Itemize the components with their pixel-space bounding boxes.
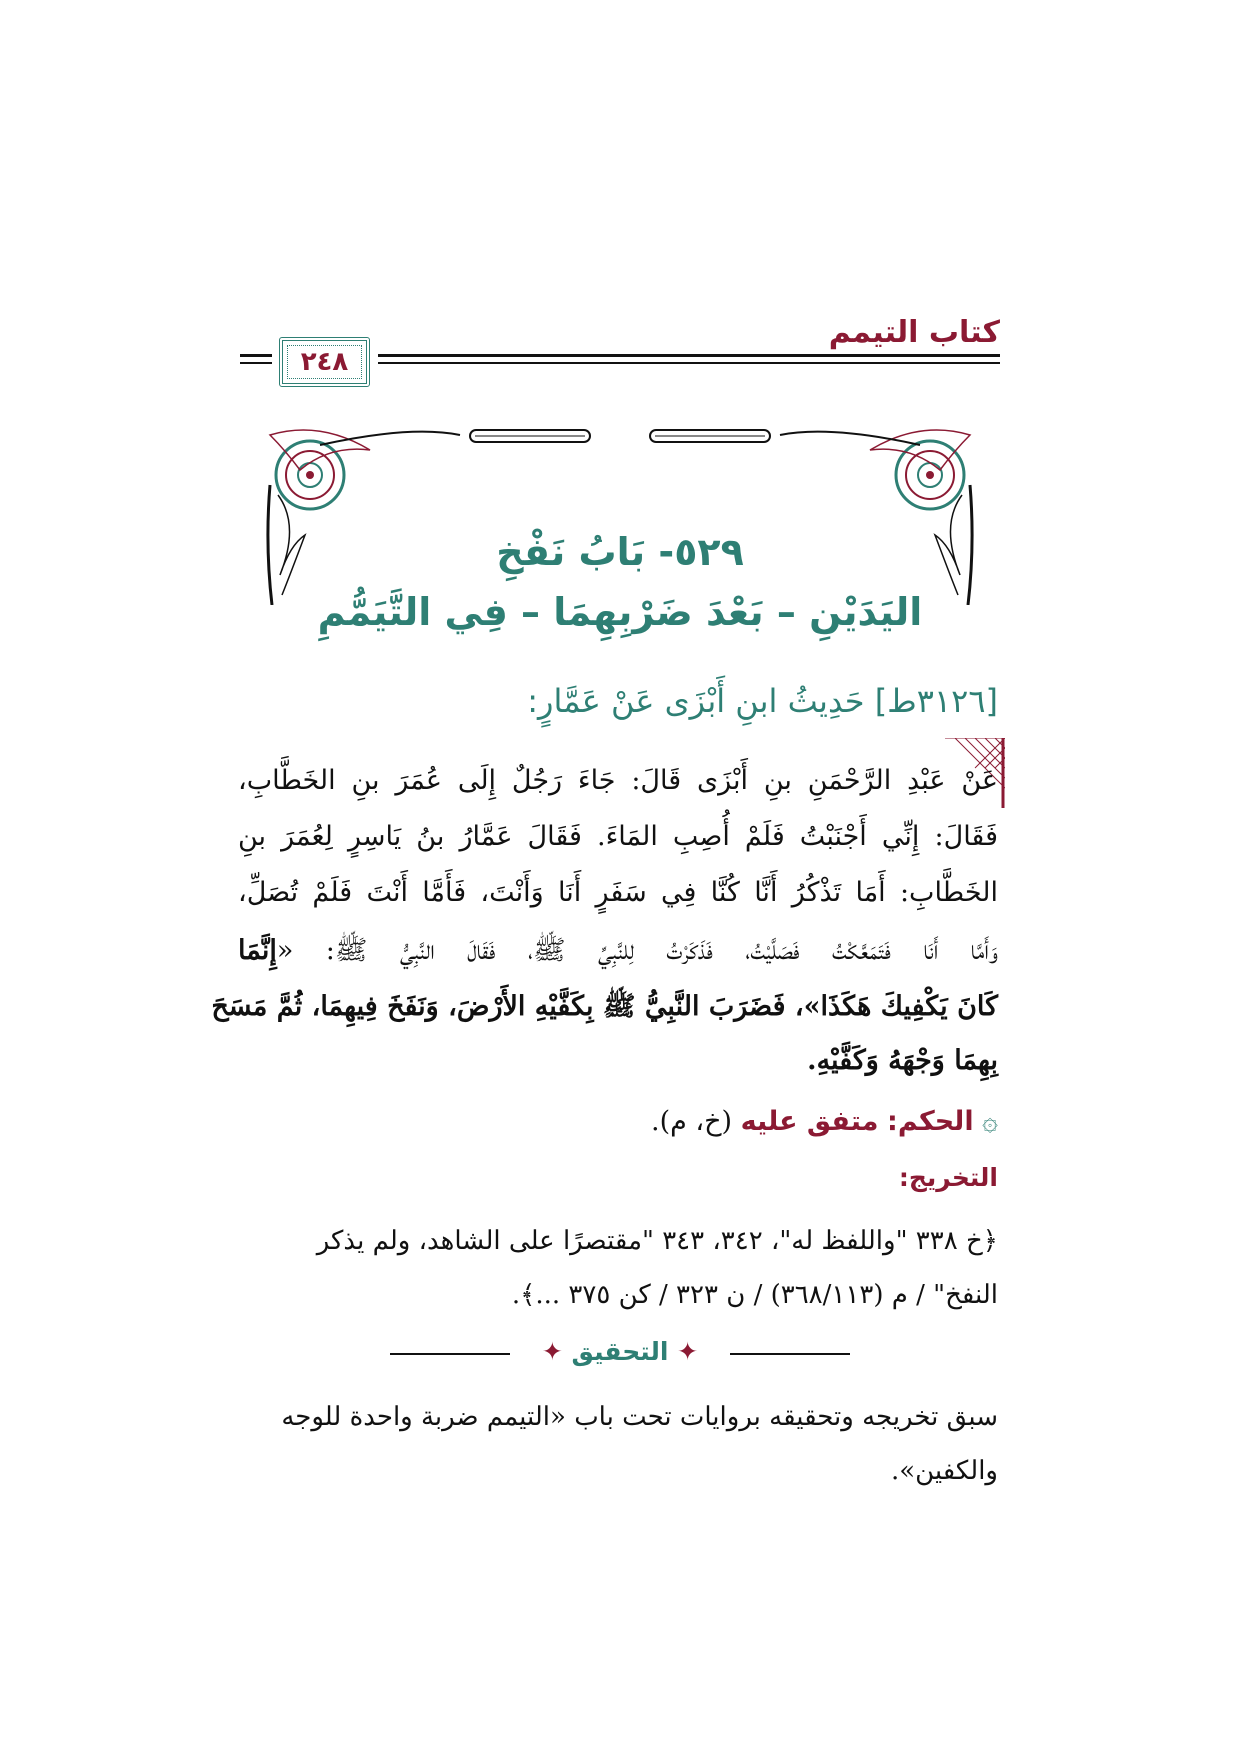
header-rule-right-top xyxy=(378,354,1000,357)
hadith-body-line-6: بِهِمَا وَجْهَهُ وَكَفَّيْهِ. xyxy=(807,1045,998,1076)
hadith-body-line-4-text: وَأَمَّا أَنَا فَتَمَعَّكْتُ فَصَلَّيْتُ، فَذَكَرْتُ لِلنَّبِيِّ ﷺ، فَقَالَ النَّبِيُّ ﷺ: « xyxy=(276,935,998,966)
rosette-right-icon xyxy=(870,430,970,509)
chapter-subtitle-text: اليَدَيْنِ – بَعْدَ ضَرْبِهِمَا – فِي التَّيَمُّمِ xyxy=(317,590,923,634)
chapter-ornament-frame xyxy=(260,425,980,605)
chapter-title-line2 xyxy=(0,590,1240,634)
hadith-body-line-3: الخَطَّابِ: أَمَا تَذْكُرُ أَنَّا كُنَّا فِي سَفَرٍ أَنَا وَأَنْتَ، فَأَمَّا أَنْتَ فَلَمْ تُصَلِّ، xyxy=(238,877,998,908)
page-number: ٢٤٨ xyxy=(300,347,349,377)
tahqiq-line-2: والكفين». xyxy=(890,1456,998,1486)
tahqiq-heading xyxy=(390,1337,850,1366)
running-title: كتاب التيمم xyxy=(828,315,1000,350)
page-number-box xyxy=(279,337,370,387)
ruling-label: الحكم: xyxy=(887,1106,974,1137)
hadith-body-line-1: عَنْ عَبْدِ الرَّحْمَنِ بنِ أَبْزَى قَالَ: جَاءَ رَجُلٌ إِلَى عُمَرَ بنِ الخَطَّابِ، xyxy=(238,765,998,796)
ruling-verdict: متفق عليه xyxy=(740,1106,879,1137)
ruling-icon: ۞ xyxy=(982,1106,998,1137)
takhrij-line-1: ﴿خ ٣٣٨ "واللفظ له"، ٣٤٢، ٣٤٣ "مقتصرًا على الشاهد، ولم يذكر xyxy=(316,1226,998,1256)
ornament-left-icon: ✦ xyxy=(541,1337,563,1366)
tahqiq-divider xyxy=(390,1339,850,1369)
chapter-title-text: ٥٢٩- بَابُ نَفْخِ xyxy=(496,530,744,574)
hadith-body-line-5: كَانَ يَكْفِيكَ هَكَذَا»، فَضَرَبَ النَّبِيُّ ﷺ بِكَفَّيْهِ الأَرْضَ، وَنَفَخَ فِيهِمَا، ثُمَّ مَسَحَ xyxy=(211,991,998,1022)
header-rule-left-top xyxy=(240,354,272,357)
hadith-reference: [٣١٢٦ط] حَدِيثُ ابنِ أَبْزَى عَنْ عَمَّارٍ: xyxy=(527,682,998,720)
header-rule-left-bottom xyxy=(240,362,272,364)
tahqiq-line-1: سبق تخريجه وتحقيقه بروايات تحت باب «التيمم ضربة واحدة للوجه xyxy=(281,1402,998,1432)
tahqiq-heading-text: التحقيق xyxy=(571,1337,669,1366)
takhrij-line-2: النفخ" / م (٣٦٨/١١٣) / ن ٣٢٣ / كن ٣٧٥ ...﴾. xyxy=(511,1280,998,1310)
header-rule-right-bottom xyxy=(378,362,1000,364)
ruling-sources: (خ، م). xyxy=(650,1106,733,1137)
takhrij-heading: التخريج: xyxy=(898,1163,998,1192)
hadith-body-line-4 xyxy=(238,933,998,973)
ruling-line xyxy=(651,1106,998,1137)
ornament-right-icon: ✦ xyxy=(677,1337,699,1366)
hadith-body-line-2: فَقَالَ: إِنِّي أَجْنَبْتُ فَلَمْ أُصِبِ المَاءَ. فَقَالَ عَمَّارُ بنُ يَاسِرٍ لِعُمَرَ بنِ xyxy=(238,821,998,852)
chapter-title-line1 xyxy=(0,530,1240,574)
rosette-left-icon xyxy=(270,430,370,509)
hadith-body-line-4-bold: إِنَّمَا xyxy=(238,935,277,966)
